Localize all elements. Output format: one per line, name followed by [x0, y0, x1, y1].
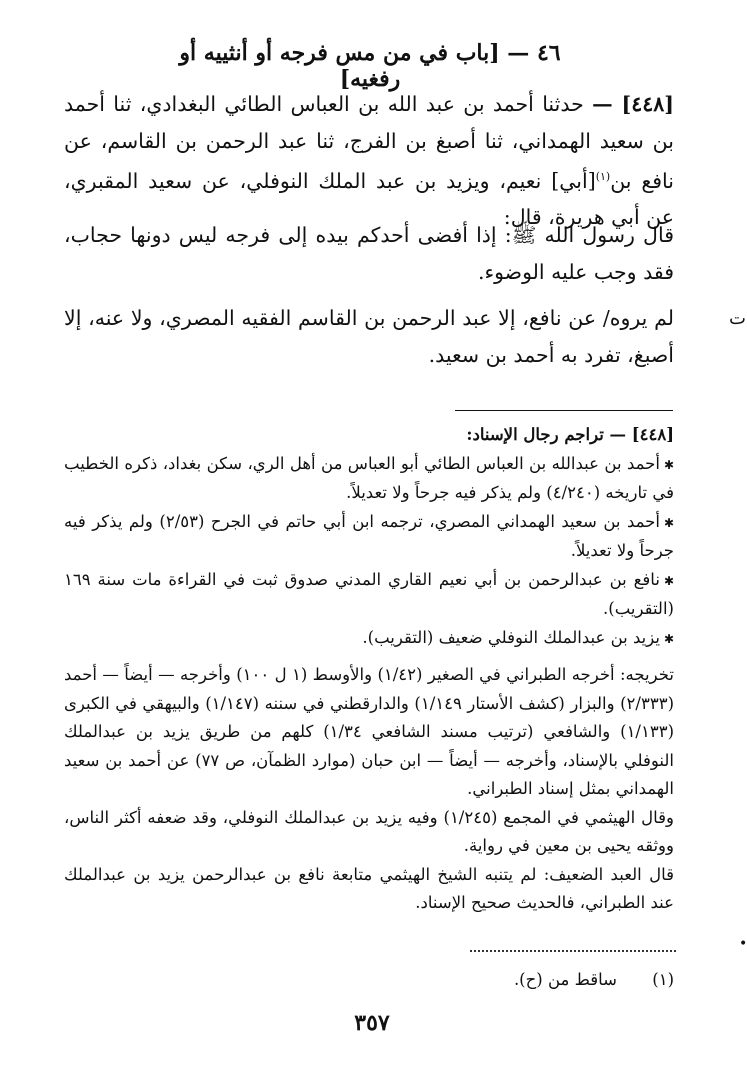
chapter-title: ٤٦ — [باب في من مس فرجه أو أنثييه أو رفغيه]	[179, 40, 561, 92]
asterisk-icon: ✱	[663, 573, 674, 588]
narrator-entry: ✱نافع بن عبدالرحمن بن أبي نعيم القاري المدني صدوق ثبت في القراءة مات سنة ١٦٩ (التقريب).	[64, 569, 674, 618]
notes-section	[64, 421, 674, 918]
isnad-text: حدثنا أحمد بن عبد الله بن العباس الطائي البغدادي، ثنا أحمد بن سعيد الهمداني، ثنا أصبغ بن الفرج، ثنا عبد الرحمن بن القاسم، عن نافع بن	[64, 92, 674, 193]
isnad-end: نعيم، ويزيد بن عبد الملك النوفلي، عن سعيد المقبري، عن أبي هريرة، قال:	[64, 168, 674, 230]
footnote-ref: (١)	[595, 170, 611, 183]
page-number: ٣٥٧	[354, 1010, 390, 1036]
asterisk-icon: ✱	[663, 631, 674, 646]
margin-dot: •	[739, 936, 747, 952]
notes-header: [٤٤٨] — تراجم رجال الإسناد:	[466, 425, 674, 444]
takhrij: تخريجه: أخرجه الطبراني في الصغير (١/٤٢) والأوسط (١ ل ١٠٠) وأخرجه — أيضاً — أحمد (٢/٣٣٣) والبزار (كشف الأستار ١/١٤٩) والدارقطني في سننه (١/١٤٧) والبيهقي في الكبرى (١/١٣٣) والشافعي (ترتيب مسند الشافعي ١/٣٤) كلهم من طريق يزيد بن عبدالملك النوفلي بالإسناد، وأخرجه — أيضاً — ابن حبان (موارد الظمآن، ص ٧٧) عن أحمد بن سعيد الهمداني بمثل إسناد الطبراني.	[64, 665, 675, 798]
hadith-comment: لم يروه/ عن نافع، إلا عبد الرحمن بن القاسم الفقيه المصري، ولا عنه، إلا أصبغ، تفرد به أحمد بن سعيد.	[64, 306, 674, 367]
narrator-entry: ✱يزيد بن عبدالملك النوفلي ضعيف (التقريب).	[362, 627, 674, 647]
hadith-isnad	[64, 86, 674, 236]
asterisk-icon: ✱	[663, 515, 675, 530]
footnote	[64, 968, 674, 992]
narrator-entry: ✱أحمد بن عبدالله بن العباس الطائي أبو العباس من أهل الري، سكن بغداد، ذكره الخطيب في تاريخه (٤/٢٤٠) ولم يذكر فيه جرحاً ولا تعديلاً.	[64, 453, 674, 502]
isnad-insert: [أبي]	[551, 168, 596, 193]
notes-separator	[455, 410, 673, 411]
footnote-number: (١)	[652, 970, 674, 989]
hadith-number: [٤٤٨] —	[592, 92, 674, 116]
footnote-text: ساقط من (ح).	[513, 970, 617, 989]
author-remark: قال العبد الضعيف: لم يتنبه الشيخ الهيثمي متابعة نافع بن عبدالرحمن يزيد بن عبدالملك عند الطبراني، فالحديث صحيح الإسناد.	[64, 864, 674, 912]
hadith-matn: قال رسول الله ﷺ: إذا أفضى أحدكم بيده إلى فرجه ليس دونها حجاب، فقد وجب عليه الوضوء.	[64, 223, 674, 284]
asterisk-icon: ✱	[663, 457, 674, 472]
cropped-margin-letter: ت	[729, 308, 746, 329]
haythami-note: وقال الهيثمي في المجمع (١/٢٤٥) وفيه يزيد بن عبدالملك النوفلي، وقد ضعفه أكثر الناس، ووثقه يحيى بن معين في رواية.	[64, 807, 674, 855]
footnote-separator	[470, 950, 676, 952]
narrator-entry: ✱أحمد بن سعيد الهمداني المصري، ترجمه ابن أبي حاتم في الجرح (٢/٥٣) ولم يذكر فيه جرحاً ولا تعديلاً.	[64, 511, 675, 560]
